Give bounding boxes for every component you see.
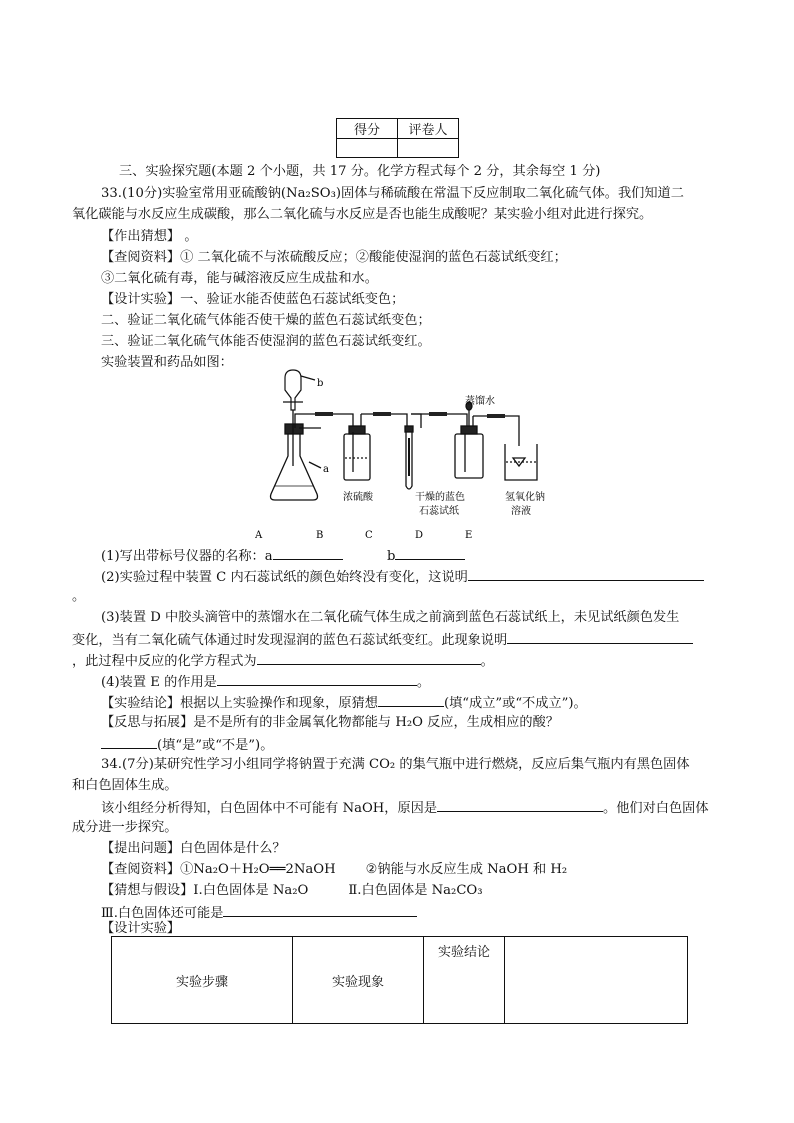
blank-b[interactable] bbox=[395, 546, 465, 560]
tube-ab bbox=[295, 414, 353, 432]
q34-line3: 该小组经分析得知，白色固体中不可能有 NaOH，原因是 。他们对白色固体 bbox=[101, 798, 709, 818]
q34-line1: 34.(7分)某研究性学习小组同学将钠置于充满 CO₂ 的集气瓶中进行燃烧，反应后集气瓶内有黑色固体 bbox=[101, 757, 690, 772]
label-b: b bbox=[317, 378, 324, 389]
letter-b: B bbox=[316, 530, 324, 541]
letter-d: D bbox=[415, 530, 424, 541]
label-dry-paper-1: 干燥的蓝色 bbox=[415, 492, 465, 503]
grader-cell[interactable] bbox=[398, 139, 459, 158]
q34-design-title: 【设计实验】 bbox=[101, 921, 181, 936]
label-dry-paper-2: 石蕊试纸 bbox=[419, 506, 459, 517]
q33-design1: 【设计实验】一、验证水能否使蓝色石蕊试纸变色； bbox=[101, 292, 405, 307]
blank-hyp3[interactable] bbox=[223, 903, 417, 917]
q33-design3: 三、验证二氧化硫气体能否使湿润的蓝色石蕊试纸变红。 bbox=[101, 334, 431, 349]
q34-line4: 成分进一步探究。 bbox=[72, 820, 178, 835]
q33-guess: 【作出猜想】 。 bbox=[101, 229, 198, 244]
bottle-b bbox=[344, 414, 370, 480]
label-a: a bbox=[323, 464, 329, 475]
col-phenomena: 实验现象 bbox=[293, 937, 424, 1024]
q33-q1: (1)写出带标号仪器的名称：a b bbox=[101, 546, 465, 566]
q33-reflect-fill: (填“是”或“不是”)。 bbox=[101, 735, 273, 755]
letter-c: C bbox=[365, 530, 373, 541]
q34-info: 【查阅资料】①Na₂O＋H₂O══2NaOH ②钠能与水反应生成 NaOH 和 H₂ bbox=[101, 862, 568, 877]
letter-a: A bbox=[255, 530, 263, 541]
q34-hypothesis-3: Ⅲ.白色固体还可能是 bbox=[101, 903, 417, 923]
blank-a[interactable] bbox=[273, 546, 343, 560]
q33-info1: 【查阅资料】① 二氧化硫不与浓硫酸反应；②酸能使湿润的蓝色石蕊试纸变红； bbox=[101, 250, 567, 265]
q33-q2-end: 。 bbox=[72, 589, 86, 604]
section-title: 三、实验探究题(本题 2 个小题，共 17 分。化学方程式每个 2 分，其余每空 1 分) bbox=[119, 164, 601, 179]
blank-q3b[interactable] bbox=[257, 651, 481, 665]
beaker-e bbox=[505, 444, 537, 480]
q34-line2: 和白色固体生成。 bbox=[72, 778, 178, 793]
label-water: 蒸馏水 bbox=[465, 396, 495, 407]
q34-question: 【提出问题】白色固体是什么？ bbox=[101, 841, 286, 856]
q33-apparatus-intro: 实验装置和药品如图： bbox=[101, 355, 233, 370]
blank-q3a[interactable] bbox=[507, 630, 693, 644]
score-table bbox=[336, 118, 459, 158]
q33-info2: ③二氧化硫有毒，能与碱溶液反应生成盐和水。 bbox=[101, 271, 378, 286]
q33-q4: (4)装置 E 的作用是 。 bbox=[101, 672, 430, 692]
separatory-funnel bbox=[283, 370, 315, 410]
q33-design2: 二、验证二氧化硫气体能否使干燥的蓝色石蕊试纸变色； bbox=[101, 313, 431, 328]
label-naoh-2: 溶液 bbox=[511, 506, 531, 517]
blank-q2[interactable] bbox=[468, 567, 704, 581]
conical-flask bbox=[271, 410, 322, 500]
q33-q3-line2: 变化，当有二氧化硫气体通过时发现湿润的蓝色石蕊试纸变红。此现象说明 bbox=[72, 630, 693, 650]
q33-q2: (2)实验过程中装置 C 内石蕊试纸的颜色始终没有变化，这说明 bbox=[101, 567, 704, 587]
grader-header: 评卷人 bbox=[398, 119, 459, 139]
col-steps: 实验步骤 bbox=[112, 937, 293, 1024]
q33-line2: 氧化碳能与水反应生成碳酸，那么二氧化硫与水反应是否也能生成酸呢？某实验小组对此进行探究。 bbox=[72, 207, 653, 222]
q33-q3-line1: (3)装置 D 中胶头滴管中的蒸馏水在二氧化硫气体生成之前滴到蓝色石蕊试纸上，未见试纸颜色发生 bbox=[101, 610, 680, 625]
col-empty[interactable] bbox=[505, 937, 688, 1024]
q34-hypothesis: 【猜想与假设】Ⅰ.白色固体是 Na₂O Ⅱ.白色固体是 Na₂CO₃ bbox=[101, 883, 483, 898]
q33-q3-line3: ，此过程中反应的化学方程式为 。 bbox=[72, 651, 494, 671]
col-conclusion: 实验结论 bbox=[424, 937, 505, 1024]
blank-reflect[interactable] bbox=[101, 735, 157, 749]
q33-line1: 33.(10分)实验室常用亚硫酸钠(Na₂SO₃)固体与稀硫酸在常温下反应制取二氧化硫气体。我们知道二 bbox=[101, 186, 684, 201]
blank-q4[interactable] bbox=[217, 672, 417, 686]
design-table bbox=[111, 936, 688, 1024]
apparatus-figure bbox=[255, 366, 545, 544]
score-header: 得分 bbox=[337, 119, 398, 139]
q33-reflect: 【反思与拓展】是不是所有的非金属氧化物都能与 H₂O 反应，生成相应的酸？ bbox=[101, 715, 559, 730]
q33-conclusion: 【实验结论】根据以上实验操作和现象，原猜想 (填“成立”或“不成立”)。 bbox=[101, 693, 587, 713]
blank-conclusion[interactable] bbox=[378, 693, 444, 707]
label-naoh-1: 氢氧化钠 bbox=[505, 492, 545, 503]
score-cell[interactable] bbox=[337, 139, 398, 158]
letter-e: E bbox=[465, 530, 473, 541]
label-conc-acid: 浓硫酸 bbox=[343, 492, 373, 503]
blank-naoh-reason[interactable] bbox=[437, 798, 603, 812]
